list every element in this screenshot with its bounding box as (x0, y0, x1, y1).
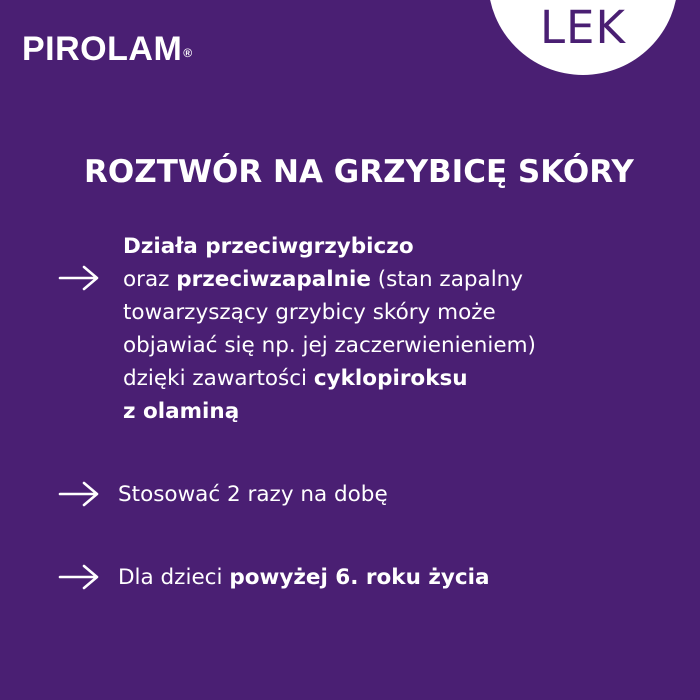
registered-trademark: ® (183, 46, 193, 60)
text-line (123, 395, 536, 428)
page-title: ROZTWÓR NA GRZYBICĘ SKÓRY (84, 154, 634, 190)
bold-text: Działa przeciwgrzybiczo (123, 234, 414, 259)
text-line (123, 263, 536, 296)
text-line (123, 362, 536, 395)
brand-name: PIROLAM (22, 30, 183, 68)
text-line (123, 329, 536, 362)
bold-text: cyklopiroksu (313, 366, 468, 391)
bold-text: z olaminą (123, 399, 240, 424)
feature-text (118, 478, 388, 511)
text-segment: towarzyszący grzybicy skóry może (123, 300, 496, 325)
text-segment: oraz (123, 267, 177, 292)
badge-label: LEK (539, 1, 626, 54)
feature-text (123, 230, 536, 428)
text-segment: Stosować 2 razy na dobę (118, 482, 388, 507)
arrow-right-icon (58, 264, 100, 292)
arrow-right-icon (58, 563, 100, 591)
text-line (118, 478, 388, 511)
lek-badge (488, 0, 678, 75)
text-segment: dzięki zawartości (123, 366, 314, 391)
text-segment: (stan zapalny (370, 267, 524, 292)
text-line (123, 230, 536, 263)
bold-text: powyżej 6. roku życia (229, 565, 490, 590)
text-segment: Dla dzieci (118, 565, 230, 590)
bold-text: przeciwzapalnie (176, 267, 371, 292)
brand-logo (22, 30, 193, 68)
text-line (123, 296, 536, 329)
text-segment: objawiać się np. jej zaczerwienieniem) (123, 333, 536, 358)
text-line (118, 561, 490, 594)
feature-text (118, 561, 490, 594)
arrow-right-icon (58, 480, 100, 508)
